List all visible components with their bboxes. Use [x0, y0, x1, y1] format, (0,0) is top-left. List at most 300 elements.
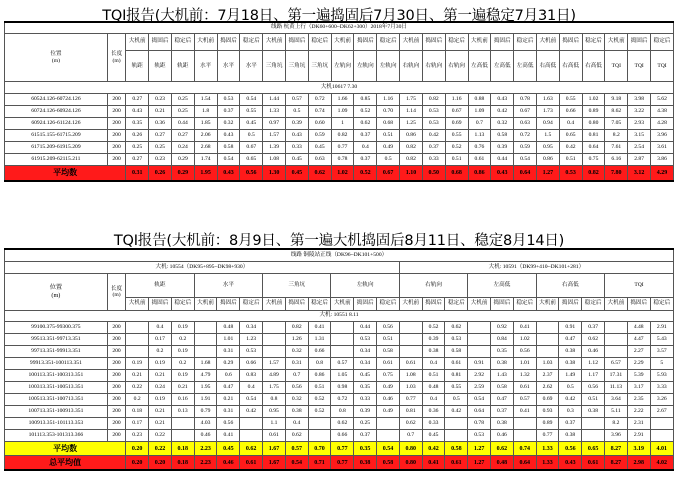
table-cell: 0.25: [171, 94, 194, 106]
average-cell: 0.77: [331, 442, 354, 456]
param-header: 右高低: [582, 51, 605, 82]
table-cell: 0.25: [171, 106, 194, 118]
table-cell: 0.19: [126, 358, 149, 370]
table-cell: 0.63: [514, 118, 537, 130]
table-cell: 1.16: [445, 94, 468, 106]
position-cell: 99513.351-99713.351: [5, 334, 108, 346]
table-cell: [582, 418, 605, 430]
table-cell: 0.4: [422, 394, 445, 406]
table-cell: 0.2: [171, 334, 194, 346]
table-cell: 0.61: [263, 430, 286, 442]
table-cell: 0.44: [354, 322, 377, 334]
table-cell: 1.8: [194, 106, 217, 118]
table-cell: 0.72: [308, 94, 331, 106]
total-cell: 0.61: [240, 456, 263, 471]
stage-header: 捣固后: [559, 298, 582, 311]
total-cell: 0.48: [491, 456, 514, 471]
param-header: 右轨向: [422, 51, 445, 82]
table-cell: 0.51: [377, 130, 400, 142]
table-cell: 0.81: [399, 406, 422, 418]
table-cell: [263, 346, 286, 358]
table-cell: 0.37: [422, 142, 445, 154]
table-cell: 2.29: [627, 358, 650, 370]
table-cell: 0.56: [217, 418, 240, 430]
average-label: 平均数: [5, 166, 126, 182]
report2-average-row: [5, 442, 674, 456]
table-cell: [331, 334, 354, 346]
table-cell: 0.62: [354, 118, 377, 130]
param-header: TQI: [628, 51, 651, 82]
table-cell: 0.34: [354, 358, 377, 370]
table-row: [5, 418, 674, 430]
table-cell: 0.67: [514, 106, 537, 118]
param-header: TQI: [605, 51, 628, 82]
table-cell: 1.03: [536, 358, 559, 370]
table-cell: 0.61: [399, 358, 422, 370]
position-cell: 61715.209-61915.209: [5, 142, 108, 154]
stage-header: 捣固后: [217, 298, 240, 311]
table-cell: 2.87: [628, 154, 651, 166]
table-cell: 0.31: [217, 346, 240, 358]
length-cell: 200: [107, 94, 126, 106]
table-cell: 0.5: [559, 382, 582, 394]
param-header: 左轨向: [331, 51, 354, 82]
table-cell: 0.38: [559, 346, 582, 358]
table-cell: 0.46: [582, 346, 605, 358]
table-cell: 2.27: [627, 346, 650, 358]
param-header: 右高低: [536, 274, 604, 298]
table-cell: 0.79: [194, 406, 217, 418]
table-cell: 0.27: [126, 154, 149, 166]
param-header: 轨距: [149, 51, 172, 82]
table-cell: 0.61: [468, 154, 491, 166]
table-cell: 0.39: [286, 118, 309, 130]
table-cell: 1.02: [582, 94, 605, 106]
report2-table: [4, 248, 674, 471]
param-header: 轨距: [126, 274, 194, 298]
table-cell: 7.05: [605, 118, 628, 130]
table-cell: 0.59: [514, 142, 537, 154]
table-cell: 0.61: [377, 358, 400, 370]
average-cell: 0.20: [126, 442, 149, 456]
table-cell: 0.48: [217, 322, 240, 334]
average-cell: 7.80: [605, 166, 628, 182]
table-cell: 0.89: [536, 418, 559, 430]
stage-header: 大机前: [536, 298, 559, 311]
average-cell: 0.67: [377, 166, 400, 182]
table-cell: 0.24: [149, 382, 172, 394]
length-cell: 200: [107, 106, 126, 118]
param-header: 左轨向: [354, 51, 377, 82]
table-cell: 1: [331, 118, 354, 130]
table-cell: 0.17: [126, 418, 149, 430]
stage-header: 大机前: [263, 34, 286, 51]
length-cell: 200: [107, 334, 126, 346]
table-cell: 0.65: [559, 130, 582, 142]
table-cell: 0.52: [445, 142, 468, 154]
table-cell: 2.92: [468, 370, 491, 382]
table-cell: 0.32: [491, 118, 514, 130]
total-cell: 4.02: [650, 456, 673, 471]
table-cell: 0.53: [422, 118, 445, 130]
average-cell: 0.58: [445, 442, 468, 456]
table-cell: 8.2: [605, 418, 628, 430]
table-cell: 0.78: [331, 154, 354, 166]
table-cell: 0.75: [377, 370, 400, 382]
table-cell: 0.49: [377, 382, 400, 394]
stage-header: 捣固后: [491, 34, 514, 51]
average-cell: 0.56: [240, 166, 263, 182]
total-label: 总平均值: [5, 456, 126, 471]
table-cell: 0.85: [354, 94, 377, 106]
table-cell: 0.37: [354, 154, 377, 166]
table-cell: 0.47: [217, 382, 240, 394]
table-cell: 0.37: [559, 418, 582, 430]
table-cell: 0.38: [491, 358, 514, 370]
table-cell: 0.93: [536, 406, 559, 418]
table-cell: 0.52: [422, 322, 445, 334]
table-cell: 2.37: [536, 370, 559, 382]
length-cell: 200: [107, 370, 126, 382]
table-cell: 0.56: [285, 382, 308, 394]
table-cell: 8.62: [605, 106, 628, 118]
param-header: 三角坑: [263, 274, 331, 298]
table-cell: 1.17: [582, 370, 605, 382]
table-cell: 2.91: [627, 430, 650, 442]
table-cell: 0.69: [536, 394, 559, 406]
table-cell: 0.46: [194, 430, 217, 442]
table-row: [5, 370, 674, 382]
table-cell: 0.17: [149, 334, 172, 346]
table-cell: 0.25: [354, 418, 377, 430]
table-cell: 0.33: [286, 142, 309, 154]
table-cell: 0.33: [354, 394, 377, 406]
table-cell: 0.5: [377, 154, 400, 166]
param-header: 左高低: [491, 51, 514, 82]
stage-header: 大机前: [536, 34, 559, 51]
table-cell: 1.08: [263, 154, 286, 166]
table-cell: 0.53: [354, 334, 377, 346]
table-cell: 0.4: [240, 382, 263, 394]
table-cell: [605, 322, 628, 334]
table-cell: 0.49: [377, 142, 400, 154]
table-cell: 3.86: [651, 154, 674, 166]
report1-machine-row: [5, 82, 674, 94]
table-cell: 0.25: [149, 142, 172, 154]
table-cell: 0.21: [149, 106, 172, 118]
table-cell: 0.92: [491, 322, 514, 334]
table-cell: 0.45: [308, 142, 331, 154]
average-cell: 0.62: [308, 166, 331, 182]
table-cell: 0.66: [308, 346, 331, 358]
table-cell: 1.09: [331, 106, 354, 118]
length-cell: 200: [107, 406, 126, 418]
table-cell: [171, 430, 194, 442]
table-cell: 0.82: [422, 94, 445, 106]
table-cell: 0.47: [491, 394, 514, 406]
table-cell: 0.42: [445, 406, 468, 418]
table-cell: 1.57: [263, 130, 286, 142]
stage-header: 捣固后: [628, 34, 651, 51]
position-cell: 100113.351-100313.351: [5, 370, 108, 382]
stage-header: 大机前: [331, 34, 354, 51]
table-cell: 0.88: [468, 94, 491, 106]
table-cell: 2.67: [650, 406, 673, 418]
table-cell: 0.53: [240, 346, 263, 358]
param-header: 轨距: [171, 51, 194, 82]
table-cell: [331, 346, 354, 358]
param-header: 右高低: [536, 51, 559, 82]
table-cell: [468, 346, 491, 358]
table-cell: [468, 334, 491, 346]
position-header: 位置 (m): [5, 34, 108, 82]
param-header: 三角坑: [263, 51, 286, 82]
table-cell: [377, 430, 400, 442]
table-cell: 0.4: [285, 418, 308, 430]
length-cell: 200: [107, 358, 126, 370]
table-cell: [171, 418, 194, 430]
stage-header: 捣固后: [422, 298, 445, 311]
table-cell: 0.69: [445, 118, 468, 130]
table-cell: 0.83: [240, 370, 263, 382]
total-cell: 2.23: [194, 456, 217, 471]
total-cell: 0.41: [422, 456, 445, 471]
table-cell: 0.33: [422, 418, 445, 430]
table-cell: 0.75: [582, 154, 605, 166]
average-cell: 0.53: [559, 166, 582, 182]
table-cell: 0.41: [217, 430, 240, 442]
length-header: 长度 (m): [107, 274, 126, 311]
table-cell: 0.35: [491, 346, 514, 358]
table-cell: 0.51: [582, 394, 605, 406]
table-cell: 6.16: [605, 154, 628, 166]
table-cell: 0.62: [582, 334, 605, 346]
table-cell: 3.33: [650, 382, 673, 394]
average-cell: 0.80: [399, 442, 422, 456]
table-cell: 4.89: [263, 370, 286, 382]
average-cell: 2.23: [194, 442, 217, 456]
report2-machine-row: [5, 262, 674, 274]
table-cell: 1.14: [400, 106, 423, 118]
table-cell: 0.21: [149, 418, 172, 430]
average-cell: 1.02: [331, 166, 354, 182]
table-cell: 1.66: [331, 94, 354, 106]
table-cell: [582, 430, 605, 442]
average-cell: 1.30: [263, 166, 286, 182]
stage-header: 稳定后: [377, 298, 400, 311]
table-cell: 0.45: [354, 370, 377, 382]
table-cell: [399, 322, 422, 334]
table-cell: 2.68: [194, 142, 217, 154]
average-cell: 1.10: [400, 166, 423, 182]
table-cell: [377, 418, 400, 430]
position-cell: 60524.126-60724.126: [5, 94, 108, 106]
table-cell: 0.32: [285, 394, 308, 406]
param-header: 左轨向: [331, 274, 399, 298]
table-cell: 0.57: [513, 394, 536, 406]
table-cell: [605, 334, 628, 346]
table-cell: 0.38: [582, 406, 605, 418]
table-cell: 0.62: [399, 418, 422, 430]
table-cell: [240, 418, 263, 430]
table-cell: 1.01: [513, 358, 536, 370]
table-cell: [468, 322, 491, 334]
table-cell: 0.82: [400, 154, 423, 166]
table-cell: 0.25: [126, 142, 149, 154]
table-cell: 0.41: [513, 322, 536, 334]
report1-line-info: 线路 杭黄上行（DK60+600~DK62+300）2018年7月30日: [5, 22, 674, 34]
length-cell: 200: [107, 130, 126, 142]
average-cell: 0.54: [377, 442, 400, 456]
position-cell: 60924.126-61124.126: [5, 118, 108, 130]
param-header: 右高低: [559, 51, 582, 82]
table-cell: [445, 418, 468, 430]
table-cell: 0.26: [126, 130, 149, 142]
table-cell: [126, 322, 149, 334]
average-cell: 0.52: [354, 166, 377, 182]
table-cell: 0.8: [263, 394, 286, 406]
param-header: 左轨向: [377, 51, 400, 82]
table-cell: [194, 346, 217, 358]
table-cell: 0.52: [308, 394, 331, 406]
param-header: 右轨向: [445, 51, 468, 82]
table-row: [5, 322, 674, 334]
table-cell: 0.51: [422, 370, 445, 382]
table-cell: 1.68: [194, 358, 217, 370]
table-row: [5, 106, 674, 118]
stage-header: 稳定后: [377, 34, 400, 51]
table-cell: 1.75: [263, 382, 286, 394]
table-cell: 3.96: [605, 430, 628, 442]
table-cell: 5.39: [627, 370, 650, 382]
table-cell: 1.25: [400, 118, 423, 130]
table-cell: 0.42: [240, 406, 263, 418]
average-cell: 1.67: [263, 442, 286, 456]
length-cell: 200: [107, 118, 126, 130]
table-cell: 1.57: [263, 358, 286, 370]
report2-line-info: 线路 铜陵站正线（DK96~DK101+500）: [5, 249, 674, 262]
table-cell: 0.51: [308, 382, 331, 394]
table-cell: 0.62: [285, 430, 308, 442]
table-cell: 0.31: [217, 406, 240, 418]
table-cell: 11.13: [605, 382, 628, 394]
average-cell: 0.50: [422, 166, 445, 182]
total-cell: 1.33: [536, 456, 559, 471]
length-cell: 200: [107, 346, 126, 358]
total-cell: 0.61: [582, 456, 605, 471]
stage-header: 大机前: [194, 298, 217, 311]
table-cell: 1.85: [194, 118, 217, 130]
table-cell: 0.43: [217, 130, 240, 142]
average-cell: 4.29: [651, 166, 674, 182]
table-cell: 1.13: [468, 130, 491, 142]
table-cell: 3.15: [628, 130, 651, 142]
length-cell: 200: [107, 322, 126, 334]
table-cell: 5: [650, 358, 673, 370]
average-cell: 0.35: [354, 442, 377, 456]
average-cell: 0.29: [171, 166, 194, 182]
table-cell: 0.54: [217, 154, 240, 166]
table-cell: 0.42: [559, 394, 582, 406]
table-cell: [308, 418, 331, 430]
average-cell: 0.57: [285, 442, 308, 456]
stage-header: 捣固后: [354, 34, 377, 51]
table-cell: 0.42: [559, 142, 582, 154]
table-cell: 0.22: [126, 382, 149, 394]
stage-header: 捣固后: [627, 298, 650, 311]
table-cell: [513, 418, 536, 430]
stage-header: 稳定后: [171, 34, 194, 51]
table-cell: 0.41: [513, 406, 536, 418]
report2-machine-note: 大机: 10551 8.11: [5, 311, 674, 322]
table-cell: 0.44: [491, 154, 514, 166]
param-header: TQI: [605, 274, 674, 298]
table-cell: 0.58: [445, 346, 468, 358]
table-cell: 0.53: [422, 106, 445, 118]
table-cell: 0.53: [468, 430, 491, 442]
total-cell: 0.77: [331, 456, 354, 471]
table-cell: 0.43: [491, 94, 514, 106]
table-cell: 0.42: [422, 130, 445, 142]
table-cell: 0.37: [354, 130, 377, 142]
table-cell: 0.38: [559, 358, 582, 370]
table-cell: 0.16: [171, 394, 194, 406]
table-cell: 1.03: [399, 382, 422, 394]
stage-header: 稳定后: [651, 34, 674, 51]
table-cell: 0.38: [285, 406, 308, 418]
table-cell: 1.54: [194, 94, 217, 106]
average-cell: 0.68: [445, 166, 468, 182]
table-cell: 2.31: [627, 418, 650, 430]
report2-line-info-row: [5, 249, 674, 262]
table-cell: 0.80: [582, 118, 605, 130]
table-cell: 0.62: [331, 418, 354, 430]
table-cell: 1.32: [513, 370, 536, 382]
table-cell: 0.60: [308, 118, 331, 130]
average-cell: 1.33: [536, 442, 559, 456]
table-cell: 5.11: [605, 406, 628, 418]
table-cell: 0.8: [331, 406, 354, 418]
table-cell: 0.95: [536, 142, 559, 154]
table-cell: 0.72: [514, 130, 537, 142]
table-cell: 0.51: [377, 334, 400, 346]
table-cell: 1.33: [263, 106, 286, 118]
table-cell: 6.57: [605, 358, 628, 370]
table-cell: [331, 322, 354, 334]
table-cell: 0.13: [171, 406, 194, 418]
table-cell: 0.66: [559, 106, 582, 118]
table-cell: 0.29: [217, 358, 240, 370]
table-cell: 0.38: [491, 418, 514, 430]
total-cell: 1.27: [468, 456, 491, 471]
table-cell: 0.53: [445, 334, 468, 346]
average-cell: 0.70: [308, 442, 331, 456]
report1-average-row: [5, 166, 674, 182]
table-cell: 0.91: [468, 358, 491, 370]
table-cell: 0.27: [149, 130, 172, 142]
table-cell: 1.31: [308, 334, 331, 346]
table-cell: [536, 322, 559, 334]
average-cell: 3.12: [628, 166, 651, 182]
table-cell: 0.23: [149, 94, 172, 106]
position-cell: 61915.209-62115.211: [5, 154, 108, 166]
average-cell: 0.82: [582, 166, 605, 182]
table-cell: 0.82: [400, 142, 423, 154]
average-cell: 0.86: [468, 166, 491, 182]
average-label: 平均数: [5, 442, 126, 456]
stage-header: 捣固后: [354, 298, 377, 311]
table-cell: 0.53: [217, 94, 240, 106]
